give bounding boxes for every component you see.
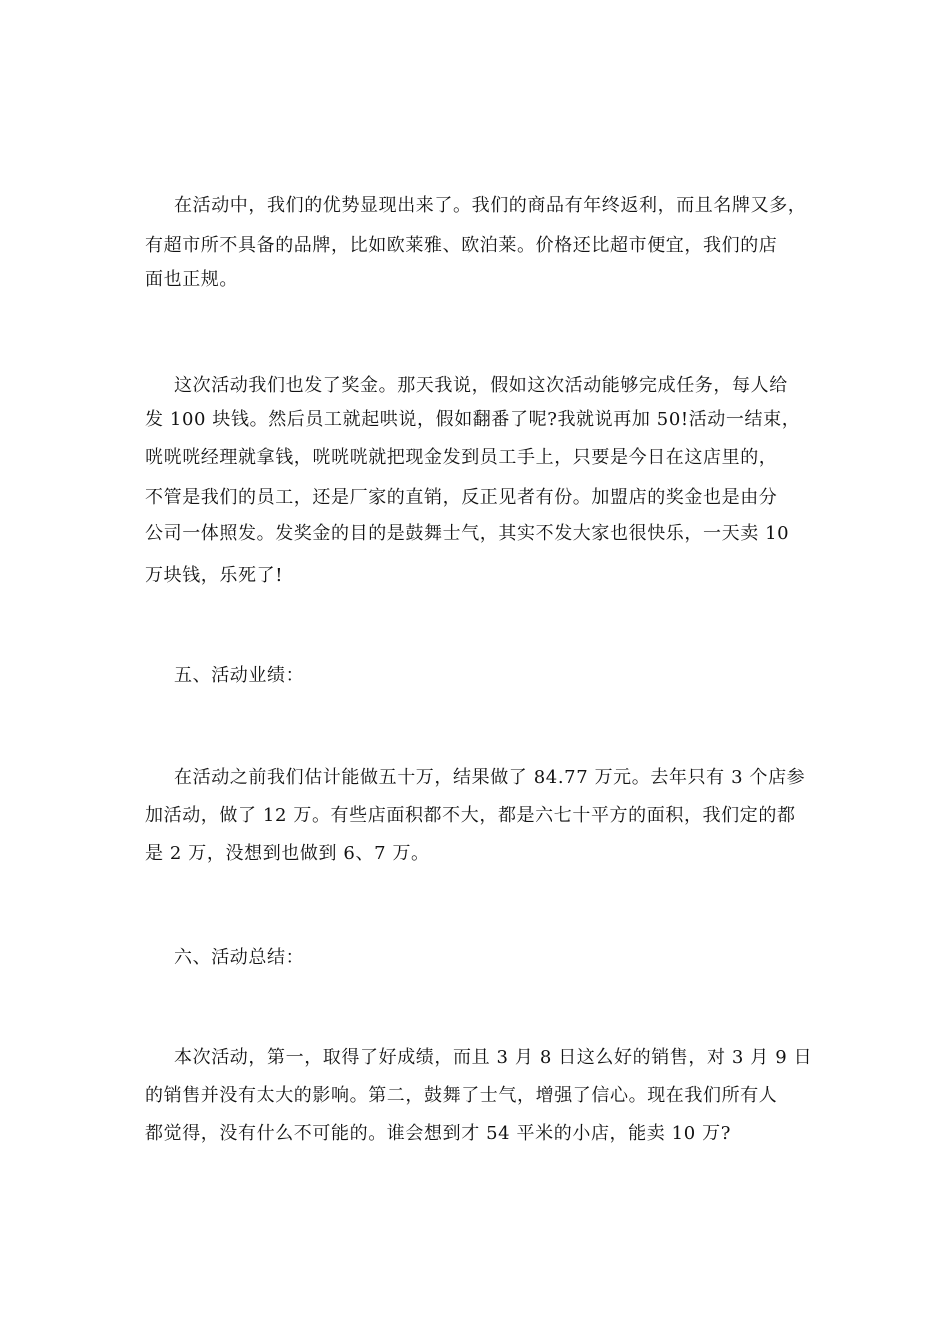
section-heading-5: 五、活动业绩： <box>174 665 305 686</box>
paragraph-2-line-5: 公司一体照发。发奖金的目的是鼓舞士气，其实不发大家也很快乐，一天卖 10 <box>145 523 790 544</box>
paragraph-1-line-3: 面也正规。 <box>145 269 238 290</box>
paragraph-2-line-6: 万块钱，乐死了! <box>145 565 284 586</box>
paragraph-3-line-3: 是 2 万，没想到也做到 6、7 万。 <box>145 843 430 864</box>
paragraph-3-line-2: 加活动，做了 12 万。有些店面积都不大，都是六七十平方的面积，我们定的都 <box>145 805 796 826</box>
paragraph-2-line-2: 发 100 块钱。然后员工就起哄说，假如翻番了呢?我就说再加 50!活动一结束， <box>145 409 801 430</box>
paragraph-1-line-1: 在活动中，我们的优势显现出来了。我们的商品有年终返利，而且名牌又多， <box>174 195 807 216</box>
paragraph-2-line-3: 咣咣咣经理就拿钱，咣咣咣就把现金发到员工手上，只要是今日在这店里的， <box>145 447 778 468</box>
paragraph-3-line-1: 在活动之前我们估计能做五十万，结果做了 84.77 万元。去年只有 3 个店参 <box>174 767 806 788</box>
section-heading-6: 六、活动总结： <box>174 947 305 968</box>
paragraph-4-line-2: 的销售并没有太大的影响。第二，鼓舞了士气，增强了信心。现在我们所有人 <box>145 1085 778 1106</box>
paragraph-2-line-1: 这次活动我们也发了奖金。那天我说，假如这次活动能够完成任务，每人给 <box>174 375 788 396</box>
paragraph-4-line-1: 本次活动，第一，取得了好成绩，而且 3 月 8 日这么好的销售，对 3 月 9 日 <box>174 1047 813 1068</box>
paragraph-1-line-2: 有超市所不具备的品牌，比如欧莱雅、欧泊莱。价格还比超市便宜，我们的店 <box>145 235 778 256</box>
paragraph-4-line-3: 都觉得，没有什么不可能的。谁会想到才 54 平米的小店，能卖 10 万? <box>145 1123 731 1144</box>
paragraph-2-line-4: 不管是我们的员工，还是厂家的直销，反正见者有份。加盟店的奖金也是由分 <box>145 487 778 508</box>
